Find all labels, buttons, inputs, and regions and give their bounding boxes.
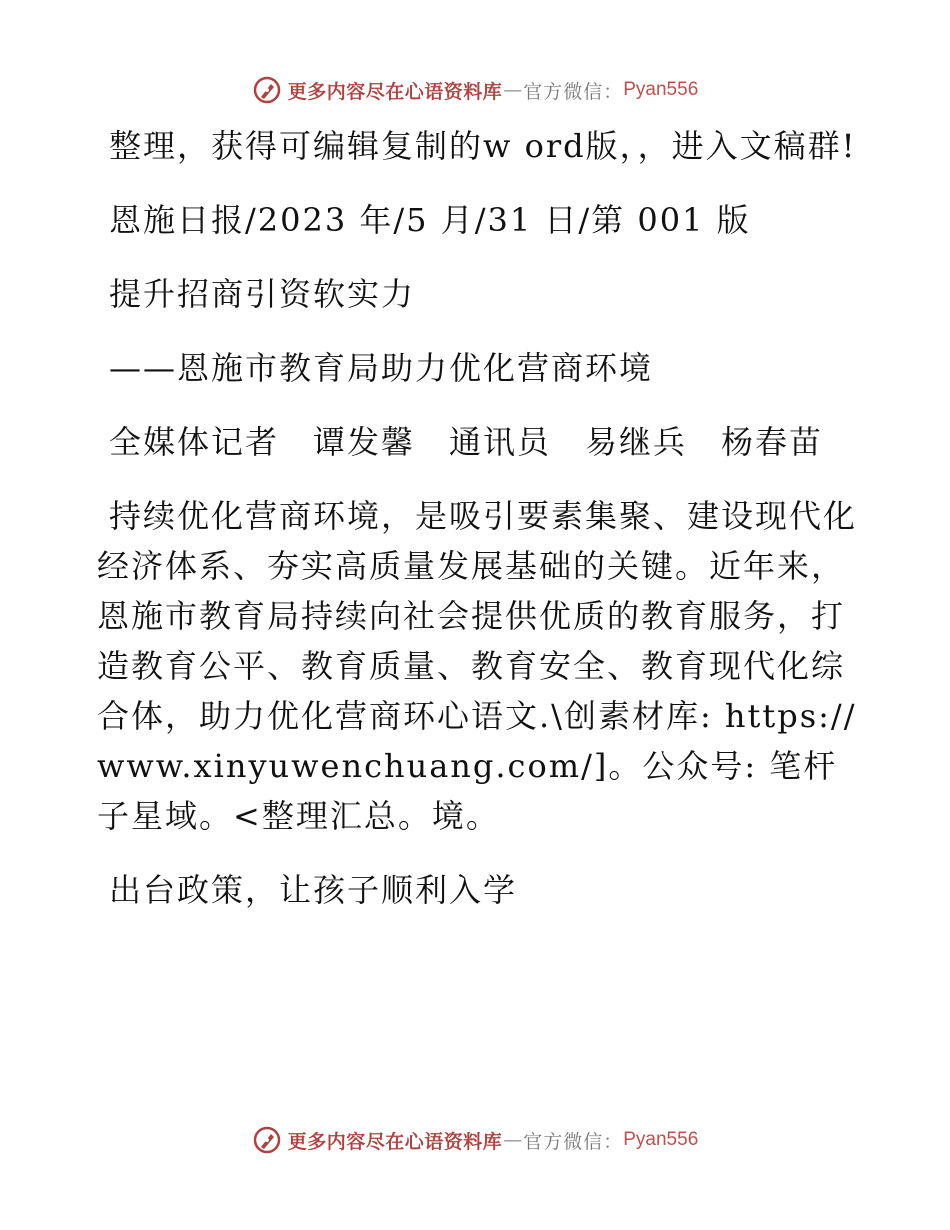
intro-paragraph: 整理，获得可编辑复制的w ord版，，进入文稿群! <box>109 127 857 165</box>
watermark-dash: — <box>503 79 523 101</box>
byline: 全媒体记者 谭发馨 通讯员 易继兵 杨春苗 <box>109 423 824 461</box>
footer-watermark <box>0 1120 950 1160</box>
watermark-label: 官方微信： <box>523 80 624 103</box>
pen-nib-circle-icon <box>252 75 282 105</box>
watermark-brand: 更多内容尽在心语资料库 <box>287 80 503 103</box>
watermark-brand: 更多内容尽在心语资料库 <box>287 1130 503 1153</box>
body-paragraph: 持续优化营商环境，是吸引要素集聚、建设现代化经济体系、夯实高质量发展基础的关键。近年来，恩施市教育局持续向社会提供优质的教育服务，打造教育公平、教育质量、教育安全、教育现代化综合体，助力优化营商环心语文.\创素材库: https://www.xinyuwenchuang.com/]。公众号: 笔杆子星域。<整理汇总。境。 <box>97 497 858 835</box>
watermark-dash: — <box>503 1129 523 1151</box>
source-line: 恩施日报/2023 年/5 月/31 日/第 001 版 <box>109 201 751 239</box>
header-watermark <box>0 70 950 110</box>
watermark-label: 官方微信： <box>523 1130 624 1153</box>
document-body <box>97 121 857 915</box>
section-heading: 出台政策，让孩子顺利入学 <box>109 871 518 909</box>
watermark-wechat-id: Pyan556 <box>623 1129 699 1150</box>
pen-nib-circle-icon <box>252 1125 282 1155</box>
watermark-wechat-id: Pyan556 <box>623 79 699 100</box>
article-title: 提升招商引资软实力 <box>109 275 416 313</box>
article-subtitle: ——恩施市教育局助力优化营商环境 <box>109 349 654 387</box>
